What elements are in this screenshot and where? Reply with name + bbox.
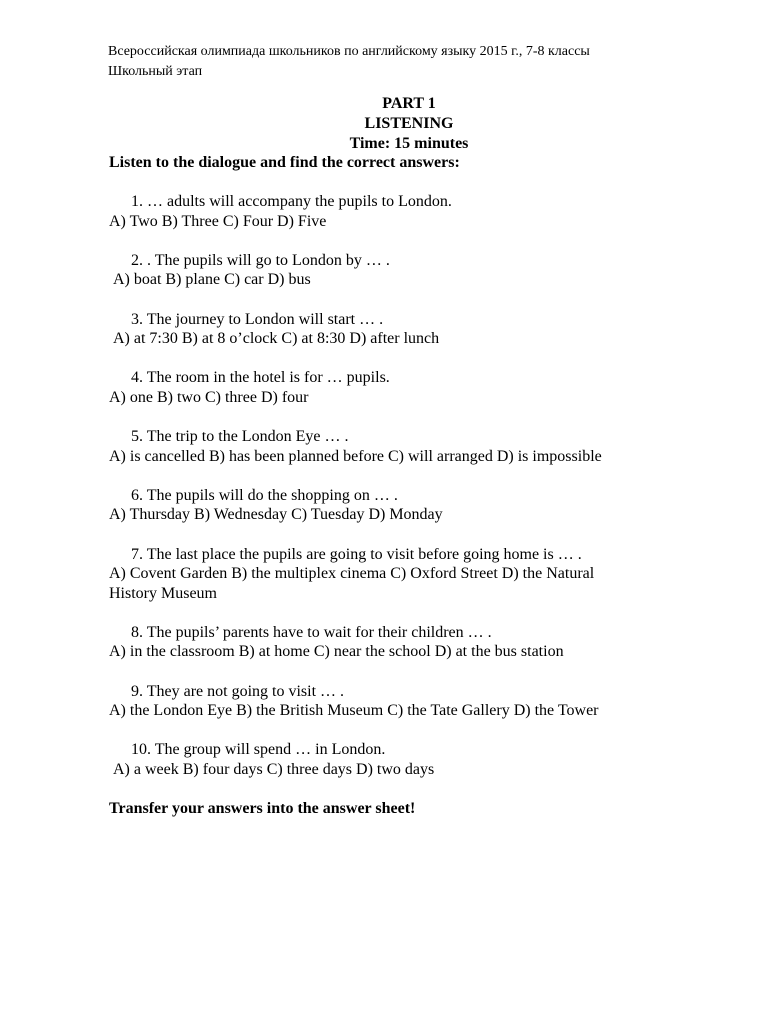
question-8-stem: 8. The pupils’ parents have to wait for their children … .: [131, 624, 492, 641]
question-7-options: A) Covent Garden B) the multiplex cinema C) Oxford Street D) the Natural: [109, 565, 595, 582]
question-6-options: A) Thursday B) Wednesday C) Tuesday D) Monday: [109, 506, 443, 523]
document-header: [108, 42, 590, 82]
question-8-options: A) in the classroom B) at home C) near the school D) at the bus station: [109, 643, 564, 660]
time-limit: Time: 15 minutes: [349, 135, 469, 152]
question-9-stem: 9. They are not going to visit … .: [131, 683, 345, 700]
question-7-stem: 7. The last place the pupils are going to visit before going home is … .: [131, 546, 582, 563]
question-4-stem: 4. The room in the hotel is for … pupils.: [131, 369, 390, 386]
question-6-stem: 6. The pupils will do the shopping on … .: [131, 487, 398, 504]
header-olympiad-line: Всероссийская олимпиада школьников по английскому языку 2015 г., 7-8 классы: [108, 44, 590, 59]
part-title: PART 1: [382, 95, 436, 112]
question-10-stem: 10. The group will spend … in London.: [131, 741, 386, 758]
question-1-stem: 1. … adults will accompany the pupils to London.: [131, 193, 452, 210]
transfer-answers-note: Transfer your answers into the answer sheet!: [109, 800, 416, 817]
question-3-stem: 3. The journey to London will start … .: [131, 311, 384, 328]
question-4-options: A) one B) two C) three D) four: [109, 389, 309, 406]
section-title: LISTENING: [364, 115, 454, 132]
header-stage-line: Школьный этап: [108, 64, 203, 79]
question-10-options: A) a week B) four days C) three days D) two days: [113, 761, 435, 778]
question-5-stem: 5. The trip to the London Eye … .: [131, 428, 349, 445]
question-5-options: A) is cancelled B) has been planned before C) will arranged D) is impossible: [109, 448, 602, 465]
question-7-options-continued: History Museum: [109, 585, 217, 602]
question-2-options: A) boat B) plane C) car D) bus: [113, 271, 311, 288]
question-9-options: A) the London Eye B) the British Museum C) the Tate Gallery D) the Tower: [109, 702, 599, 719]
question-1-options: A) Two B) Three C) Four D) Five: [109, 213, 327, 230]
question-3-options: A) at 7:30 B) at 8 o’clock C) at 8:30 D) after lunch: [113, 330, 440, 347]
instruction-text: Listen to the dialogue and find the correct answers:: [109, 154, 460, 171]
question-2-stem: 2. . The pupils will go to London by … .: [131, 252, 390, 269]
